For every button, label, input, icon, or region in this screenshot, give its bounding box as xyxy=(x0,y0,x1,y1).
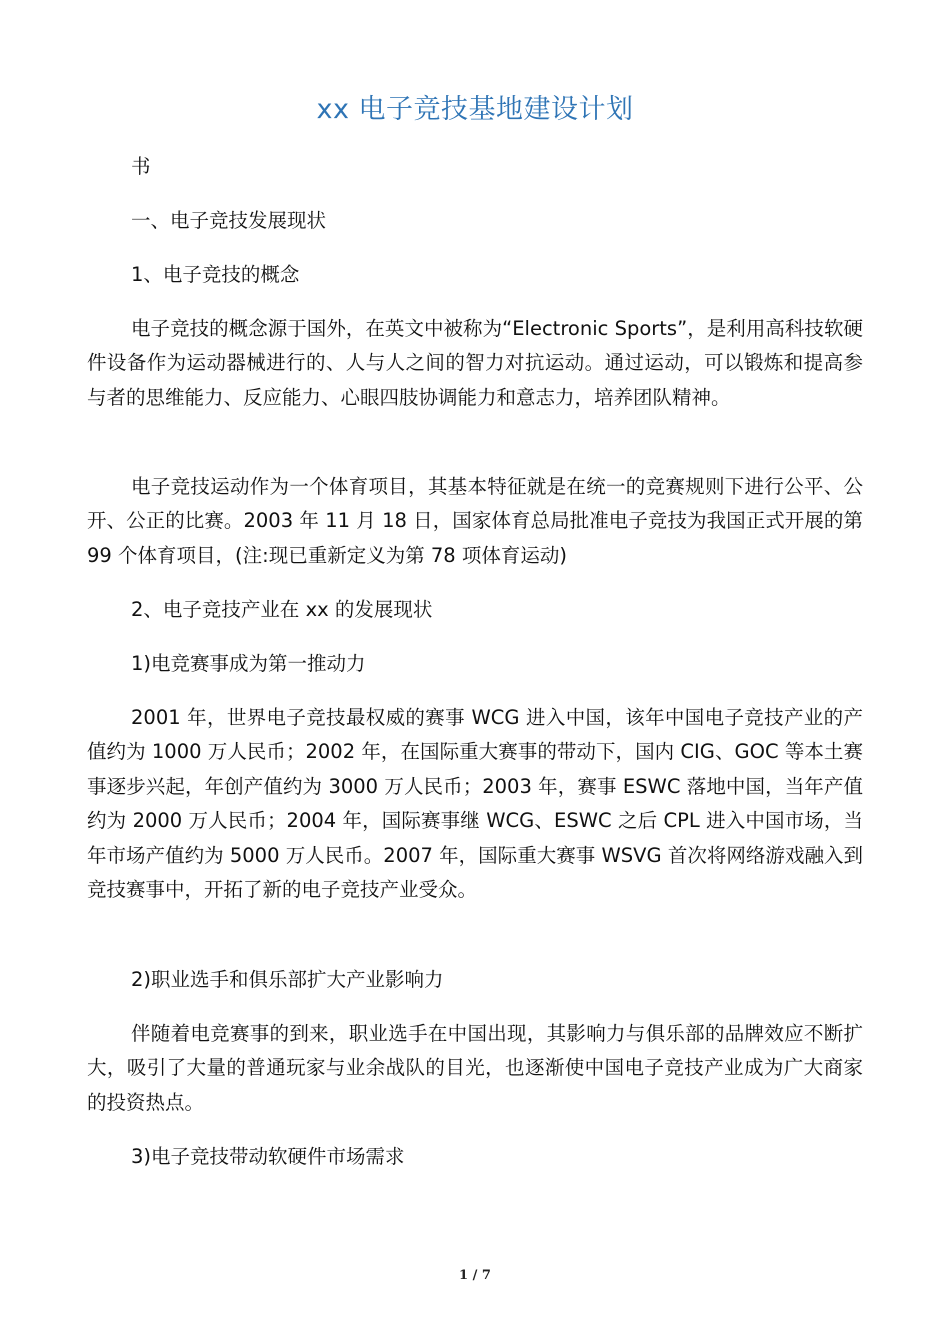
document-title: xx 电子竞技基地建设计划 xyxy=(316,94,634,125)
heading-item-2: 2)职业选手和俱乐部扩大产业影响力 xyxy=(131,968,444,991)
heading-subsection-1: 1、电子竞技的概念 xyxy=(131,263,300,286)
paragraph-sport-project: 电子竞技运动作为一个体育项目，其基本特征就是在统一的竞赛规则下进行公平、公开、公正的比赛。2003 年 11 月 18 日，国家体育总局批准电子竞技为我国正式开展的第 99 个体育项目，(注:现已重新定义为第 78 项体育运动) xyxy=(87,475,863,567)
heading-item-1: 1)电竞赛事成为第一推动力 xyxy=(131,652,366,675)
page-number: 1 / 7 xyxy=(459,1268,491,1283)
paragraph-events-history: 2001 年，世界电子竞技最权威的赛事 WCG 进入中国，该年中国电子竞技产业的产值约为 1000 万人民币；2002 年，在国际重大赛事的带动下，国内 CIG、GOC 等本土赛事逐步兴起，年创产值约为 3000 万人民币；2003 年，赛事 ESWC 落地中国，当年产值约为 2000 万人民币；2004 年，国际赛事继 WCG、ESWC 之后 CPL 进入中国市场，当年市场产值约为 5000 万人民币。2007 年，国际重大赛事 WSVG 首次将网络游戏融入到竞技赛事中，开拓了新的电子竞技产业受众。 xyxy=(87,706,863,902)
heading-section-1: 一、电子竞技发展现状 xyxy=(131,209,327,232)
heading-subsection-2: 2、电子竞技产业在 xx 的发展现状 xyxy=(131,598,433,621)
paragraph-players-clubs: 伴随着电竞赛事的到来，职业选手在中国出现，其影响力与俱乐部的品牌效应不断扩大，吸引了大量的普通玩家与业余战队的目光，也逐渐使中国电子竞技产业成为广大商家的投资热点。 xyxy=(87,1022,863,1114)
heading-item-3: 3)电子竞技带动软硬件市场需求 xyxy=(131,1145,405,1168)
paragraph-book: 书 xyxy=(131,155,151,178)
paragraph-concept: 电子竞技的概念源于国外，在英文中被称为“Electronic Sports”，是利用高科技软硬件设备作为运动器械进行的、人与人之间的智力对抗运动。通过运动，可以锻炼和提高参与者的思维能力、反应能力、心眼四肢协调能力和意志力，培养团队精神。 xyxy=(87,317,863,409)
